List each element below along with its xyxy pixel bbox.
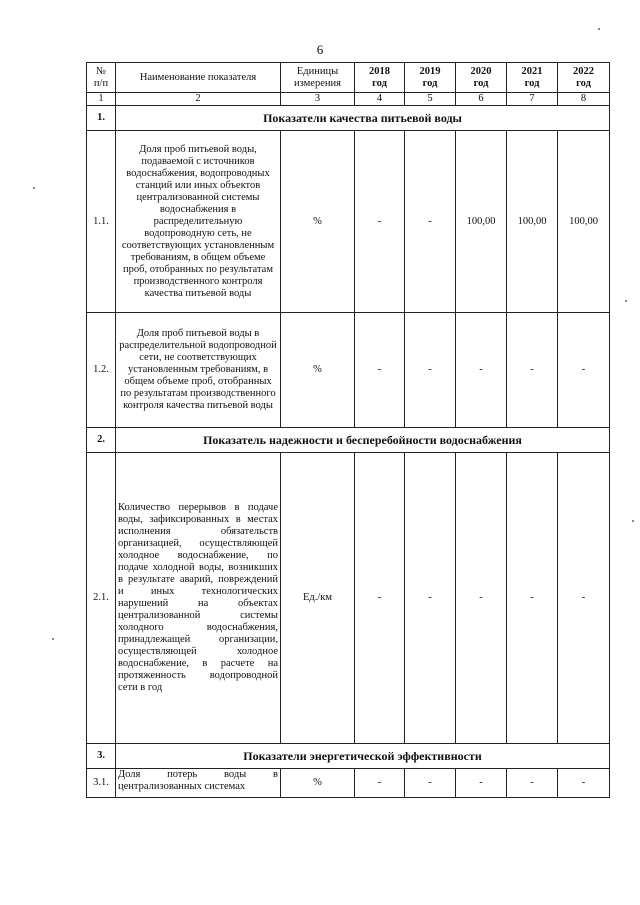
scan-speck — [33, 187, 35, 189]
section-number: 3. — [87, 744, 116, 769]
row-number: 1.2. — [87, 313, 116, 428]
value-cell: - — [558, 313, 610, 428]
value-cell: - — [558, 769, 610, 798]
indicator-name: Количество перерывов в подаче воды, зафиксированных в местах исполнения обязательств организацией, осуществляющей холодное водоснабжение, по подаче холодной воды, возникших в результате аварий, повреждений и иных технологических нарушений на объектах централизованной системы холодного водоснабжения, принадлежащей организации, осуществляющей холодное водоснабжение, в расчете на протяженность водопроводной сети в год — [116, 453, 281, 744]
header-unit: Единицы измерения — [281, 63, 355, 93]
column-index: 3 — [281, 93, 355, 106]
indicator-name: Доля проб питьевой воды в распределительной водопроводной сети, не соответствующих установленным требованиям, в общем объеме проб, отобранных по результатам производственного контроля качества питьевой воды — [116, 313, 281, 428]
value-cell: - — [355, 769, 405, 798]
section-title: Показатели качества питьевой воды — [116, 106, 610, 131]
value-cell: - — [405, 313, 456, 428]
value-cell: - — [456, 313, 507, 428]
header-year-2019: 2019 год — [405, 63, 456, 93]
value-cell: - — [405, 453, 456, 744]
table-row — [87, 453, 610, 744]
value-cell: 100,00 — [456, 131, 507, 313]
row-number: 2.1. — [87, 453, 116, 744]
section-number: 2. — [87, 428, 116, 453]
section-number: 1. — [87, 106, 116, 131]
value-cell: - — [456, 453, 507, 744]
column-index: 7 — [507, 93, 558, 106]
indicators-table — [86, 62, 610, 798]
header-year-2021: 2021 год — [507, 63, 558, 93]
table-row — [87, 769, 610, 798]
section-row-2 — [87, 428, 610, 453]
value-cell: 100,00 — [507, 131, 558, 313]
table-row — [87, 313, 610, 428]
scan-speck — [632, 520, 634, 522]
header-row — [87, 63, 610, 93]
value-cell: - — [355, 453, 405, 744]
header-year-2020: 2020 год — [456, 63, 507, 93]
value-cell: - — [507, 453, 558, 744]
header-name: Наименование показателя — [116, 63, 281, 93]
section-title: Показатели энергетической эффективности — [116, 744, 610, 769]
value-cell: - — [405, 769, 456, 798]
row-number: 1.1. — [87, 131, 116, 313]
value-cell: - — [405, 131, 456, 313]
unit-cell: % — [281, 313, 355, 428]
value-cell: - — [355, 131, 405, 313]
value-cell: - — [507, 313, 558, 428]
unit-cell: % — [281, 769, 355, 798]
column-index: 1 — [87, 93, 116, 106]
value-cell: 100,00 — [558, 131, 610, 313]
value-cell: - — [558, 453, 610, 744]
header-num: № п/п — [87, 63, 116, 93]
row-number: 3.1. — [87, 769, 116, 798]
section-title: Показатель надежности и бесперебойности водоснабжения — [116, 428, 610, 453]
unit-cell: Ед./км — [281, 453, 355, 744]
value-cell: - — [507, 769, 558, 798]
section-row-1 — [87, 106, 610, 131]
indicator-name: Доля потерь воды в централизованных системах — [116, 769, 281, 798]
header-year-2018: 2018 год — [355, 63, 405, 93]
column-index: 6 — [456, 93, 507, 106]
value-cell: - — [355, 313, 405, 428]
table-row — [87, 131, 610, 313]
column-index-row — [87, 93, 610, 106]
column-index: 8 — [558, 93, 610, 106]
value-cell: - — [456, 769, 507, 798]
scan-speck — [598, 28, 600, 30]
indicator-name: Доля проб питьевой воды, подаваемой с источников водоснабжения, водопроводных станций или иных объектов централизованной системы водоснабжения в распределительную водопроводную сеть, не соответствующих установленным требованиям, в общем объеме проб, отобранных по результатам производственного контроля качества питьевой воды — [116, 131, 281, 313]
header-year-2022: 2022 год — [558, 63, 610, 93]
column-index: 2 — [116, 93, 281, 106]
unit-cell: % — [281, 131, 355, 313]
scan-speck — [52, 638, 54, 640]
scan-speck — [625, 300, 627, 302]
page-number: 6 — [316, 42, 324, 57]
column-index: 4 — [355, 93, 405, 106]
column-index: 5 — [405, 93, 456, 106]
section-row-3 — [87, 744, 610, 769]
